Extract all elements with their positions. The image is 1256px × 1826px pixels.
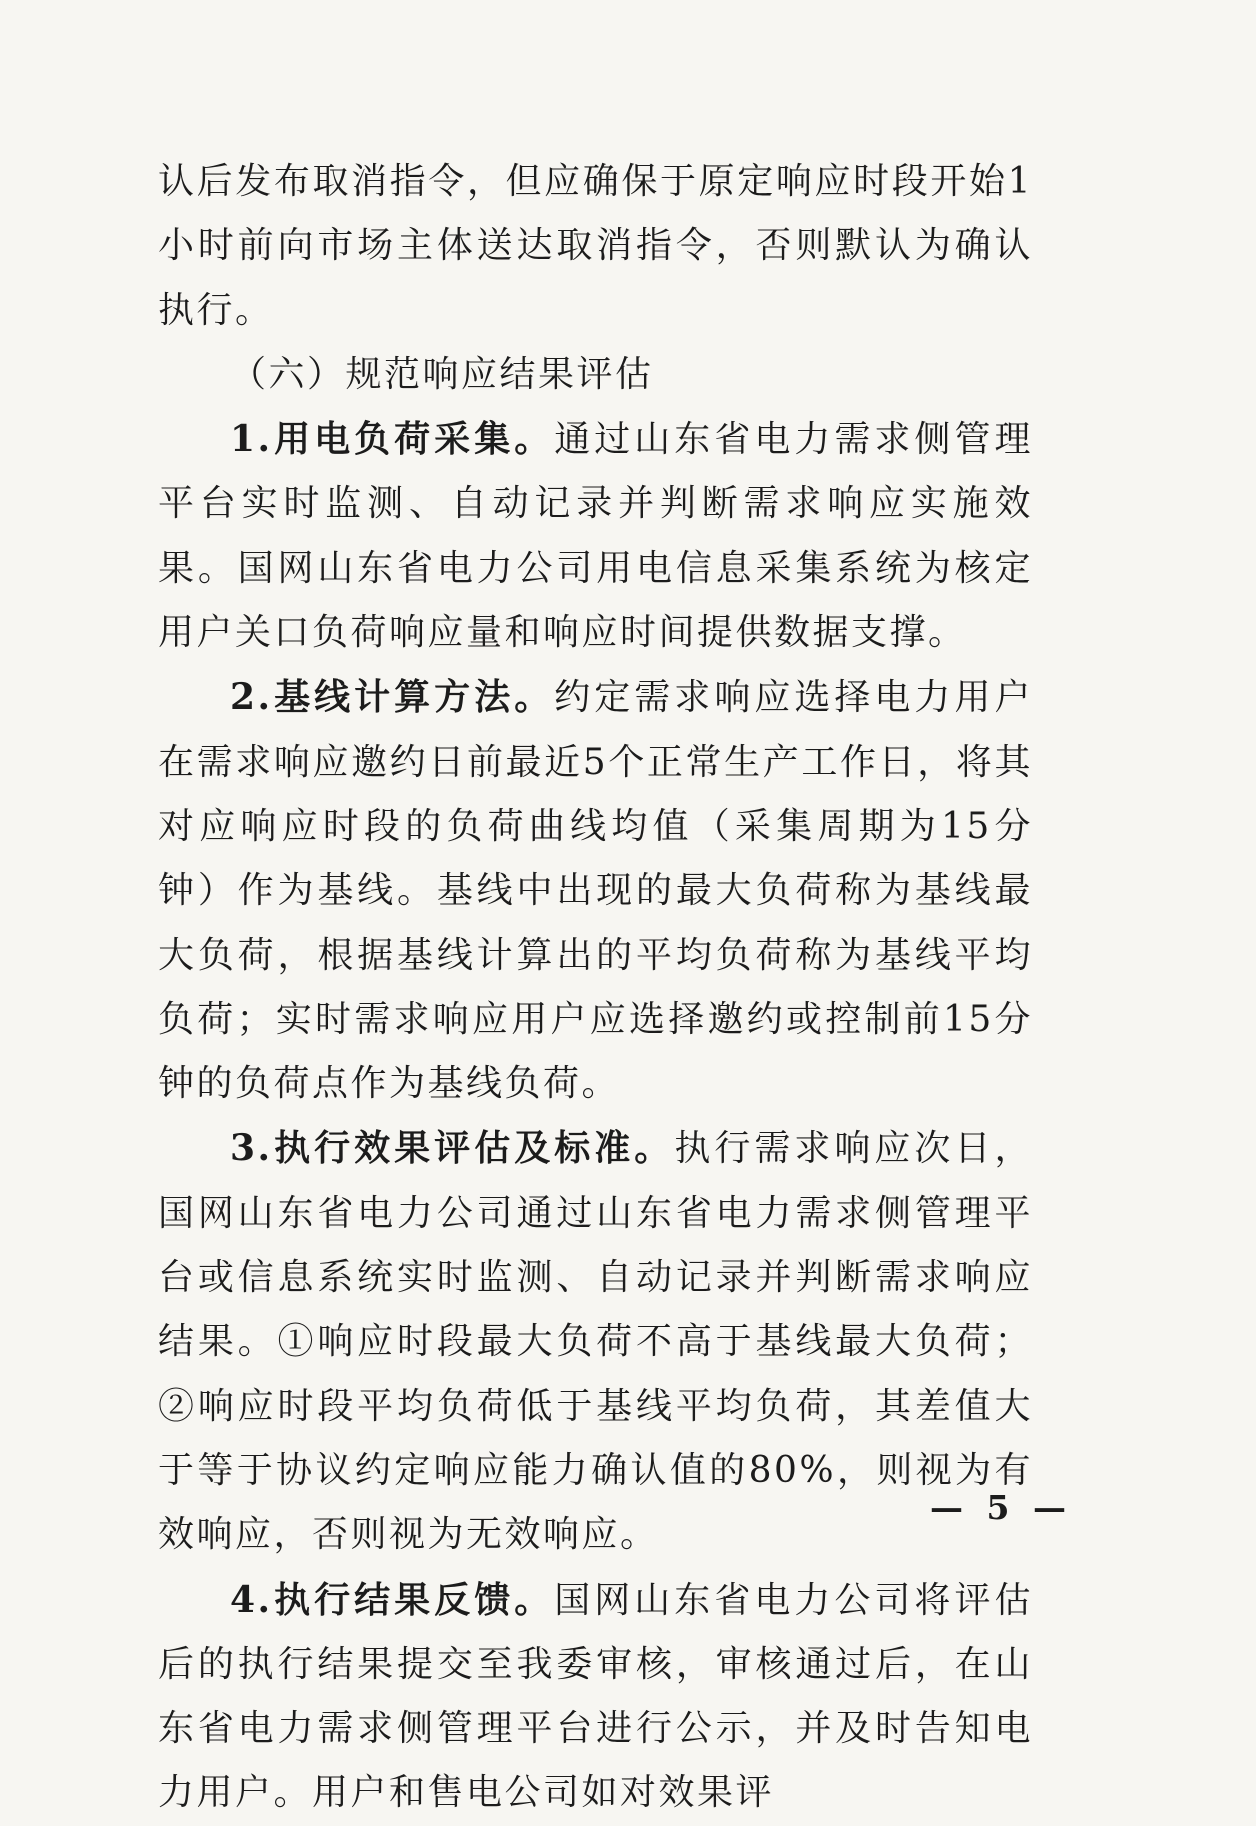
document-page [158, 150, 1033, 1826]
paragraph-text: 通过山东省电力需求侧管理平台实时监测、自动记录并判断需求响应实施效果。国网山东省电力公司用电信息采集系统为核定用户关口负荷响应量和响应时间提供数据支撑。 [158, 419, 1033, 654]
paragraph-text: 约定需求响应选择电力用户在需求响应邀约日前最近5个正常生产工作日，将其对应响应时段的负荷曲线均值（采集周期为15分钟）作为基线。基线中出现的最大负荷称为基线最大负荷，根据基线计算出的平均负荷称为基线平均负荷；实时需求响应用户应选择邀约或控制前15分钟的负荷点作为基线负荷。 [158, 677, 1033, 1105]
paragraph-text: 认后发布取消指令，但应确保于原定响应时段开始1小时前向市场主体送达取消指令，否则默认为确认执行。 [158, 161, 1033, 331]
paragraph-load-collection [158, 407, 1033, 665]
paragraph-heading: 1.用电负荷采集。 [230, 418, 555, 461]
paragraph-text: 国网山东省电力公司将评估后的执行结果提交至我委审核，审核通过后，在山东省电力需求侧管理平台进行公示，并及时告知电力用户。用户和售电公司如对效果评 [158, 1579, 1033, 1814]
paragraph-evaluation-standard [158, 1116, 1033, 1567]
section-title [158, 343, 1033, 407]
paragraph-text: 执行需求响应次日，国网山东省电力公司通过山东省电力需求侧管理平台或信息系统实时监测、自动记录并判断需求响应结果。①响应时段最大负荷不高于基线最大负荷；②响应时段平均负荷低于基线平均负荷，其差值大于等于协议约定响应能力确认值的80%，则视为有效响应，否则视为无效响应。 [158, 1128, 1033, 1556]
paragraph-baseline-method [158, 665, 1033, 1116]
paragraph-result-feedback [158, 1568, 1033, 1826]
paragraph-heading: 2.基线计算方法。 [230, 676, 555, 719]
paragraph-heading: 4.执行结果反馈。 [230, 1578, 555, 1621]
paragraph-heading: 3.执行效果评估及标准。 [230, 1127, 675, 1170]
page-number: — 5 — [930, 1488, 1072, 1527]
section-title-text: （六）规范响应结果评估 [230, 353, 654, 395]
paragraph-continuation [158, 150, 1033, 343]
